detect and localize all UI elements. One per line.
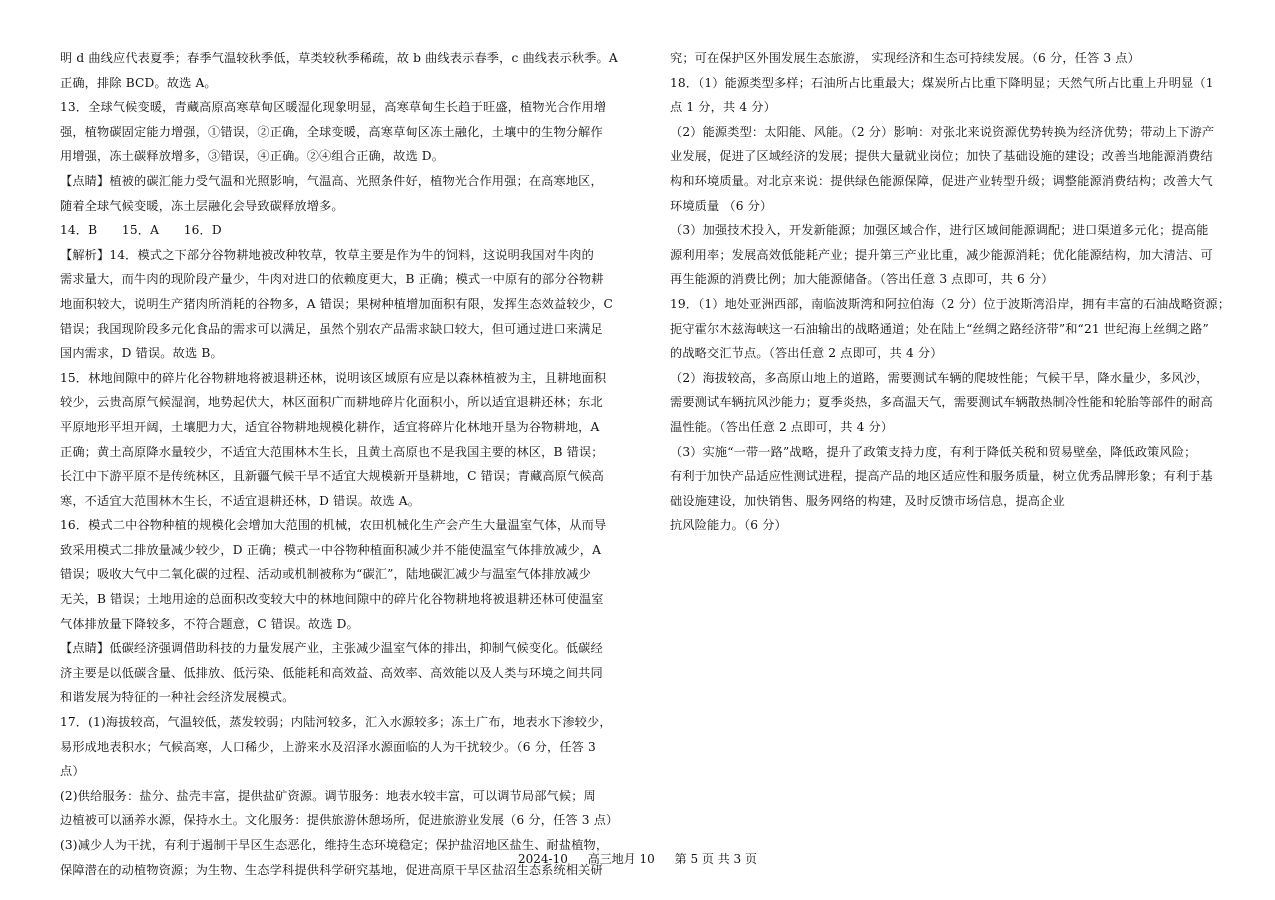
text-line: 强，植物碳固定能力增强，①错误，②正确，全球变暖，高寒草甸区冻土融化，土壤中的生物分解作 <box>60 124 603 139</box>
text-line: 保障潜在的动植物资源；为生物、生态学科提供科学研究基地，促进高原干旱区盐沼生态系统相关研 <box>60 862 603 877</box>
text-line: 点 1 分，共 4 分） <box>670 100 776 115</box>
text-line: 的战略交汇节点。（答出任意 2 点即可，共 4 分） <box>670 346 943 361</box>
text-line: 错误；我国现阶段多元化食品的需求可以满足，虽然个别农产品需求缺口较大，但可通过进口来满足 <box>60 321 603 336</box>
text-line: 温性能。（答出任意 2 点即可，共 4 分） <box>670 419 894 434</box>
text-line: 需求量大，而牛肉的现阶段产量少，牛肉对进口的依赖度更大，B 正确；模式一中原有的部分谷物耕 <box>60 272 604 287</box>
text-line: 正确，排除 BCD。故选 A。 <box>60 75 217 90</box>
text-line: 【点睛】植被的碳汇能力受气温和光照影响，气温高、光照条件好，植物光合作用强；在高寒地区， <box>60 173 603 188</box>
text-line: 抗风险能力。（6 分） <box>670 518 787 533</box>
text-line: 平原地形平坦开阔，土壤肥力大，适宜谷物耕地规模化耕作，适宜将碎片化林地开垦为谷物耕地，A <box>60 419 600 434</box>
text-line: 随着全球气候变暖，冻土层融化会导致碳释放增多。 <box>60 198 344 213</box>
text-line: （3）加强技术投入，开发新能源；加强区域合作，进行区域间能源调配；进口渠道多元化；提高能 <box>670 223 1209 238</box>
text-line: 环境质量 （6 分） <box>670 198 773 213</box>
text-line: 明 d 曲线应代表夏季；春季气温较秋季低，草类较秋季稀疏，故 b 曲线表示春季，c 曲线表示秋季。A <box>60 51 618 65</box>
text-line: 无关，B 错误；土地用途的总面积改变较大中的林地间隙中的碎片化谷物耕地将被退耕还林可使温室 <box>60 592 604 607</box>
text-line: 再生能源的消费比例；加大能源储备。（答出任意 3 点即可，共 6 分） <box>670 272 1054 287</box>
text-line: （2）能源类型：太阳能、风能。（2 分）影响：对张北来说资源优势转换为经济优势；带动上下游产 <box>670 124 1215 139</box>
text-line: 19．（1）地处亚洲西部，南临波斯湾和阿拉伯海（2 分）位于波斯湾沿岸，拥有丰富的石油战略资源； <box>670 296 1231 311</box>
text-line: 业发展，促进了区域经济的发展；提供大量就业岗位；加快了基础设施的建设；改善当地能源消费结 <box>670 149 1213 164</box>
footer-date: 2024-10 <box>518 852 568 866</box>
text-line: （3）实施“一带一路”战略，提升了政策支持力度，有利于降低关税和贸易壁垒，降低政策风险； <box>670 444 1197 459</box>
text-line: 较少，云贵高原气候湿润，地势起伏大，林区面积广而耕地碎片化面积小，所以适宜退耕还林；东北 <box>60 395 603 410</box>
text-line: 边植被可以涵养水源，保持水土。文化服务：提供旅游休憩场所，促进旅游业发展（6 分，任答 3 点） <box>60 813 619 828</box>
text-line: 点） <box>60 764 85 779</box>
text-line: 长江中下游平原不是传统林区，且新疆气候干旱不适宜大规模新开垦耕地，C 错误；青藏高原气候高 <box>60 469 605 484</box>
text-line: 17．(1)海拔较高，气温较低，蒸发较弱；内陆河较多，汇入水源较多；冻土广布，地表水下渗较少， <box>60 715 612 730</box>
text-line: 致采用模式二排放量减少较少，D 正确；模式一中谷物种植面积减少并不能使温室气体排放减少，A <box>60 542 602 557</box>
text-line: 气体排放量下降较多，不符合题意，C 错误。故选 D。 <box>60 616 359 631</box>
text-line: 国内需求，D 错误。故选 B。 <box>60 346 223 361</box>
text-line: 16．模式二中谷物种植的规模化会增加大范围的机械，农田机械化生产会产生大量温室气体，从而导 <box>60 518 607 533</box>
text-line: 构和环境质量。对北京来说：提供绿色能源保障，促进产业转型升级；调整能源消费结构；改善大气 <box>670 173 1213 188</box>
text-line: 【解析】14．模式之下部分谷物耕地被改种牧草，牧草主要是作为牛的饲料，这说明我国对牛肉的 <box>60 247 594 262</box>
footer-exam-title: 高三地月 10 <box>587 852 655 866</box>
left-column <box>60 46 630 882</box>
text-line: (2)供给服务：盐分、盐壳丰富，提供盐矿资源。调节服务：地表水较丰富，可以调节局部气候；周 <box>60 788 596 803</box>
text-line: 易形成地表积水；气候高寒，人口稀少，上游来水及沼泽水源面临的人为干扰较少。（6 分，任答 3 <box>60 739 596 754</box>
text-line: 济主要是以低碳含量、低排放、低污染、低能耗和高效益、高效率、高效能以及人类与环境之间共同 <box>60 665 603 680</box>
text-line: 地面积较大，说明生产猪肉所消耗的谷物多，A 错误；果树种植增加面积有限，发挥生态效益较少，C <box>60 296 613 311</box>
footer-page-number: 第 5 页 共 3 页 <box>674 852 757 866</box>
text-line: 18．（1）能源类型多样；石油所占比重最大；煤炭所占比重下降明显；天然气所占比重上升明显（1 <box>670 75 1214 90</box>
text-line: 和谐发展为特征的一种社会经济发展模式。 <box>60 690 295 705</box>
text-line: 用增强，冻土碳释放增多，③错误，④正确。②④组合正确，故选 D。 <box>60 149 445 164</box>
text-line: 错误；吸收大气中二氧化碳的过程、活动或机制被称为“碳汇”，陆地碳汇减少与温室气体排放减少 <box>60 567 591 582</box>
text-line: 需要测试车辆抗风沙能力；夏季炎热，多高温天气，需要测试车辆散热制冷性能和轮胎等部件的耐高 <box>670 395 1213 410</box>
text-line: （2）海拔较高，多高原山地上的道路，需要测试车辆的爬坡性能；气候干旱，降水量少，多风沙， <box>670 370 1209 385</box>
text-line: 14．B 15．A 16．D <box>60 223 222 238</box>
text-line: 【点睛】低碳经济强调借助科技的力量发展产业，主张减少温室气体的排出，抑制气候变化。低碳经 <box>60 641 603 656</box>
text-line: 15．林地间隙中的碎片化谷物耕地将被退耕还林，说明该区域原有应是以森林植被为主，且耕地面积 <box>60 370 607 385</box>
text-line: 寒，不适宜大范围林木生长，不适宜退耕还林，D 错误。故选 A。 <box>60 493 421 508</box>
page-footer <box>0 850 1275 867</box>
text-line: 正确；黄土高原降水量较少，不适宜大范围林木生长，且黄土高原也不是我国主要的林区，B 错误； <box>60 444 604 459</box>
text-line: 源利用率；发展高效低能耗产业；提升第三产业比重，减少能源消耗；优化能源结构，加大清洁、可 <box>670 247 1213 262</box>
right-column <box>670 46 1245 538</box>
text-line: 13．全球气候变暖，青藏高原高寒草甸区暖湿化现象明显，高寒草甸生长趋于旺盛，植物光合作用增 <box>60 100 607 115</box>
text-line: 扼守霍尔木兹海峡这一石油输出的战略通道；处在陆上“丝绸之路经济带”和“21 世纪海上丝绸之路” <box>670 321 1209 336</box>
text-line: (3)减少人为干扰，有利于遏制干旱区生态恶化，维持生态环境稳定；保护盐沼地区盐生、耐盐植物， <box>60 838 609 852</box>
text-line: 础设施建设，加快销售、服务网络的构建，及时反馈市场信息，提高企业 <box>670 493 1065 508</box>
text-line: 究；可在保护区外围发展生态旅游， 实现经济和生态可持续发展。（6 分，任答 3 点） <box>670 51 1140 65</box>
text-line: 有利于加快产品适应性测试进程，提高产品的地区适应性和服务质量，树立优秀品牌形象；有利于基 <box>670 469 1213 484</box>
